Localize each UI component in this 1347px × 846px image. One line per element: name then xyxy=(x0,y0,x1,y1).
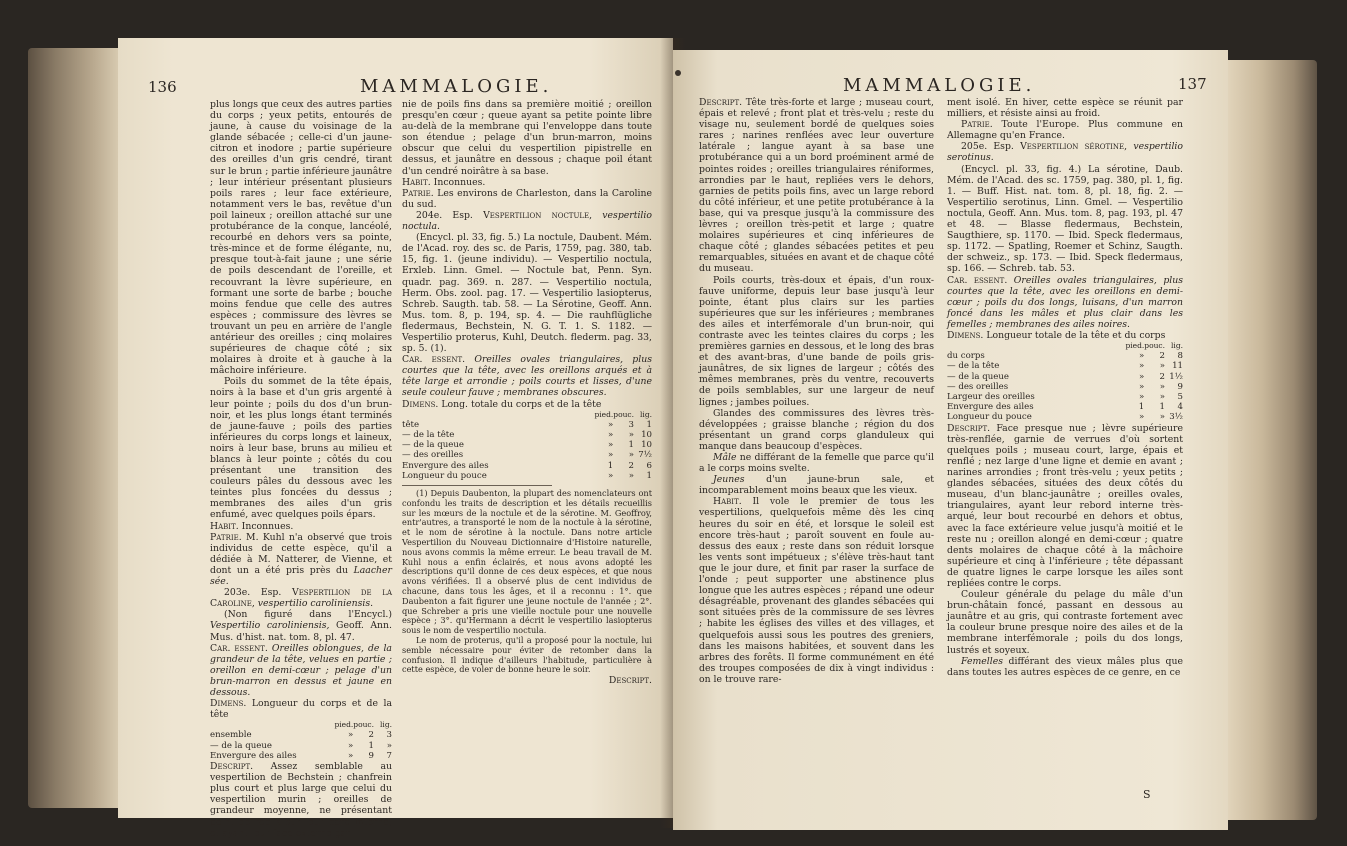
section-text: Les environs de Charleston, dans la Caroline du sud. xyxy=(402,187,652,210)
paragraph: nie de poils fins dans sa première moitié ; oreillon presqu'en cœur ; queue ayant sa petite pointe libre au-delà de la membrane qui l'enveloppe dans toute son étendue ; pelage d'un brun-marron, moins obscur que celui du vespertilion pipistrelle en dessus, et jaunâtre en dessous ; chaque poil étant d'un cendré noirâtre à sa base. xyxy=(402,99,652,177)
right-column-1 xyxy=(699,97,934,685)
table-row: ensemble » 2 3 xyxy=(210,730,392,741)
footnote: (1) Depuis Daubenton, la plupart des nomenclateurs ont confondu les traits de description et les détails recueillis sur les mœurs de la noctule et de la sérotine. M. Geoffroy, entr'autres, a transporté le nom de la noctule à la sérotine, et le nom de sérotine à la noctule. Dans notre article Vespertilion du Nouveau Dictionnaire d'Histoire naturelle, nous avons commis la même erreur. Le beau travail de M. Kuhl nous a enfin éclairés, et nous avons adopté les descriptions qu'il donne de ces deux espèces, et que nous avons vérifiées. Il a observé plus de cent individus de chacune, dans tous les âges, et il a reconnu : 1°. que Daubenton a fait figurer une jeune noctule de l'année ; 2°. que Schreber a pris une vieille noctule pour une nouvelle espèce ; 3°. qu'Hermann a décrit le vespertilio lasiopterus sous le nom de vespertilio noctula. xyxy=(402,488,652,636)
signature-mark: S xyxy=(1143,788,1151,801)
section-text: Inconnues. xyxy=(241,520,294,532)
dimensions-table xyxy=(947,341,1183,423)
unit-header: pied. xyxy=(334,720,354,730)
table-row: tête » 3 1 xyxy=(402,419,652,430)
table-row: Longueur du pouce » » 1 xyxy=(402,470,652,481)
ornament-dot xyxy=(675,70,681,76)
section-text: Oreilles ovales triangulaires, plus courtes que la tête, avec les oreillons en demi-cœur ; poils du dos longs, luisans, d'un marron foncé dans les mâles et plus clair dans les femelles ; membranes des ailes noires. xyxy=(947,274,1183,330)
section-text: Il vole le premier de tous les vespertilions, quelquefois même dès les cinq heures du soir en été, et lorsque le soleil est encore très-haut ; paroît souvent en foule au-dessus des eaux ; reste dans son réduit lorsque les vents sont impétueux ; s'élève très-haut tant que le jour dure, et finit par raser la surface de l'onde ; peut supporter une abstinence plus longue que les autres espèces ; répand une odeur désagréable, provenant des glandes sébacées qui sont situées près de la commissure de ses lèvres ; habite les églises des villes et des villages, et quelquefois aussi sous les poutres des greniers, dans les maisons habitées, et souvent dans les arbres des forêts. Il forme communément en été des troupes composées de dix à vingt individus : on le trouve rare- xyxy=(699,496,934,685)
entry-latin: vespertilio serotinus. xyxy=(947,141,1183,164)
paragraph: Couleur générale du pelage du mâle d'un brun-châtain foncé, passant en dessous au jaunâtre et au gris, qui contraste fortement avec la couleur brune presque noire des ailes et de la membrane interfémorale ; poils du dos longs, lustrés et soyeux. xyxy=(947,589,1183,656)
section-label: Descript. xyxy=(699,97,743,108)
paragraph: ne différant de la femelle que parce qu'il a le corps moins svelte. xyxy=(699,452,934,475)
table-row: — des oreilles » » 7½ xyxy=(402,450,652,461)
unit-header: pouc. xyxy=(1144,341,1165,351)
right-page xyxy=(673,50,1228,830)
reference: (Encycl. pl. 33, fig. 4.) La sérotine, Daub. Mém. de l'Acad. des sc. 1759, pag. 380, pl. 1, fig. 1. — Buff. Hist. nat. tom. 8, pl. 18, fig. 2. — Vespertilio serotinus, Linn. Gmel. — Vespertilio noctula, Geoff. Ann. Mus. tom. 8, pag. 193, pl. 47 et 48. — Blasse fledermaus, Bechstein, Saugthiere, sp. 1170. — Ibid. Speck fledermaus, sp. 1172. — Spatling, Roemer et Schinz, Saugth. der schweiz., sp. 173. — Ibid. Speck fledermaus, sp. 166. — Schreb. tab. 53. xyxy=(947,163,1183,275)
dimensions-table xyxy=(402,410,652,481)
section-text: Assez semblable au vespertilion de Bechstein ; chanfrein plus court et plus large que celui du vespertilion murin ; oreilles de grandeur moyenne, ne présentant point de replis sur leur bord interne, et ayant leur face externe gar- xyxy=(210,761,392,839)
entry-name: Vespertilion sérotine, xyxy=(1020,141,1128,153)
entry-latin: vespertilio noctula. xyxy=(402,209,652,233)
term: Mâle xyxy=(713,452,737,463)
section-text: Longueur du corps et de la tête xyxy=(210,698,392,721)
table-row: — de la tête » » 10 xyxy=(402,430,652,441)
paragraph: Poils courts, très-doux et épais, d'un roux-fauve uniforme, depuis leur base jusqu'à leur pointe, étant plus clairs sur les parties supérieures que sur les inférieures ; membranes des ailes et interfémorale d'un brun-noir, qui contraste avec les teintes claires du corps ; les premières garnies en dessous, et le long des bras et des avant-bras, d'une bande de poils gris-jaunâtres, de six lignes de largeur ; côtés des mêmes membranes, près du ventre, recouverts de poils semblables, sur une largeur de neuf lignes ; jambes poilues. xyxy=(699,274,934,408)
left-page xyxy=(118,38,673,839)
running-head: MAMMALOGIE. xyxy=(360,76,553,97)
paragraph: d'un jaune-brun sale, et incomparablement moins beaux que les vieux. xyxy=(699,474,934,497)
table-row: du corps » 2 8 xyxy=(947,351,1183,362)
reference: (Non figuré dans l'Encycl.) xyxy=(224,609,392,621)
section-label: Car. essent. xyxy=(402,354,466,366)
table-row: — de la queue » 1 » xyxy=(210,740,392,751)
footnote: Le nom de proterus, qu'il a proposé pour la noctule, lui semble nécessaire pour éviter de retomber dans la confusion. Il indique d'ailleurs l'habitude, particulière à cette espèce, de voler de bonne heure le soir. xyxy=(402,635,652,675)
section-label: Habit. xyxy=(713,496,742,508)
section-label: Car. essent. xyxy=(210,642,268,654)
table-row: Longueur du pouce » » 3½ xyxy=(947,412,1183,423)
table-row: Largeur des oreilles » » 5 xyxy=(947,392,1183,403)
place-name: Laacher sée. xyxy=(210,564,392,588)
paragraph: ment isolé. En hiver, cette espèce se réunit par milliers, et résiste ainsi au froid. xyxy=(947,97,1183,120)
catchword: Descript. xyxy=(608,675,652,687)
section-label: Patrie. xyxy=(961,119,993,131)
section-label: Car. essent. xyxy=(947,274,1008,286)
paragraph: plus longs que ceux des autres parties du corps ; yeux petits, entourés de jaune, à cause du voisinage de la glande sébacée ; celle-ci d'un jaune-citron et inodore ; partie supérieure des oreilles d'un gris cendré, tirant sur le brun ; partie inférieure jaunâtre ; leur intérieur présentant plusieurs poils rares ; leur face extérieure, notamment vers le bas, revêtue d'un poil laineux ; oreillon attaché sur une protubérance de la conque, lancéolé, recourbé en dehors vers sa pointe, très-mince et de forme élégante, nu, presque tout-à-fait jaune ; une série de poils descendant de l'oreille, et recouvrant la lèvre supérieure, en formant une sorte de barbe ; bouche moins fendue que celle des autres espèces ; commissure des lèvres se trouvant un peu en arrière de l'angle antérieur des oreilles ; cinq molaires supérieures de chaque côté ; six molaires à droite et à gauche à la mâchoire inférieure. xyxy=(210,99,392,377)
footnote-rule xyxy=(402,485,552,486)
section-label: Habit. xyxy=(210,520,239,532)
unit-header: pied. xyxy=(594,409,614,419)
section-text: M. Kuhl n'a observé que trois individus de cette espèce, qu'il a dédiée à M. Natterer, de Vienne, et dont un a été pris près du xyxy=(210,531,392,576)
dimensions-table xyxy=(210,720,392,761)
left-column-2 xyxy=(402,99,652,686)
section-label: Descript. xyxy=(947,422,991,434)
page-number: 136 xyxy=(148,78,177,96)
table-row: — de la queue » 2 1½ xyxy=(947,371,1183,382)
section-label: Descript. xyxy=(210,761,254,773)
section-text: Toute l'Europe. Plus commune en Allemagne qu'en France. xyxy=(947,119,1183,142)
table-row: — des oreilles » » 9 xyxy=(947,381,1183,392)
reference-latin: Vespertilio caroliniensis, xyxy=(210,620,330,632)
term: Femelles xyxy=(961,655,1003,667)
section-text: Longueur totale de la tête et du corps xyxy=(986,329,1166,341)
unit-header: pouc. xyxy=(613,409,634,419)
running-head: MAMMALOGIE. xyxy=(843,75,1036,96)
entry-name: Vespertilion de la Caroline, xyxy=(210,587,393,610)
right-page-edges xyxy=(1225,60,1317,820)
section-label: Habit. xyxy=(402,176,431,188)
left-column-1 xyxy=(210,99,392,839)
unit-header: pouc. xyxy=(353,720,374,730)
section-label: Dimens. xyxy=(947,329,984,341)
section-text: Face presque nue ; lèvre supérieure très-renflée, garnie de verrues d'où sortent quelques poils ; museau court, large, épais et renflé ; nez large d'une ligne et demie en avant ; narines arrondies ; front très-velu ; yeux petits ; glandes sébacées, situées des deux côtés du museau, d'un blanc-jaunâtre ; oreilles ovales, triangulaires, ayant leur rebord interne très-arqué, leur bout recourbé en dehors et obtus, avec la face extérieure velue jusqu'à moitié et le reste nu ; oreillon alongé en demi-cœur ; quatre dents molaires de chaque côté à la mâchoire supérieure et cinq à l'inférieure ; tête dépassant de quatre lignes le carpe lorsque les ailes sont repliées contre le corps. xyxy=(947,422,1183,589)
section-text: Tête très-forte et large ; museau court, épais et relevé ; front plat et très-velu ; reste du visage nu, seulement bordé de quelques soies rares ; narines renflées avec leur ouverture latérale ; langue ayant à sa base une protubérance qui a un bord proéminent armé de pointes roides ; oreilles triangulaires réniformes, arrondies par le haut, repliées vers le dehors, garnies de petits poils fins, avec un large rebord du côté inférieur, et une petite protubérance à la base, qui va presque jusqu'à la commissure des lèvres ; oreillon très-petit et large ; quatre molaires supérieures et cinq inférieures de chaque côté ; glandes sébacées petites et peu remarquables, situées en avant et de chaque côté du museau. xyxy=(699,97,934,275)
table-row: Envergure des ailes 1 2 6 xyxy=(402,460,652,471)
unit-header: lig. xyxy=(640,409,652,419)
section-label: Patrie. xyxy=(210,531,242,543)
section-text: Long. totale du corps et de la tête xyxy=(441,398,602,410)
section-text: Inconnues. xyxy=(433,176,486,188)
reference: (Encycl. pl. 33, fig. 5.) La noctule, Daubent. Mém. de l'Acad. roy. des sc. de Paris, 1759, pag. 380, tab. 15, fig. 1. (jeune individu). — Vespertilio noctula, Erxleb. Linn. Gmel. — Noctule bat, Penn. Syn. quadr. pag. 369. n. 287. — Vespertilio noctula, Herm. Obs. zool. pag. 17. — Vespertilio lasiopterus, Schreb. Saugth. tab. 58. — La Sérotine, Geoff. Ann. Mus. tom. 8, p. 194, sp. 4. — Die rauhflügliche fledermaus, Bechstein, N. G. T. 1. S. 1182. — Vespertilio proterus, Kuhl, Deutch. flederm. pag. 33, sp. 5. (1). xyxy=(402,232,652,355)
table-row: Envergure des ailes » 9 7 xyxy=(210,750,392,761)
table-row: — de la queue » 1 10 xyxy=(402,440,652,451)
right-column-2 xyxy=(947,97,1183,678)
paragraph: différant des vieux mâles plus que dans toutes les autres espèces de ce genre, en ce xyxy=(947,655,1183,678)
unit-header: lig. xyxy=(1171,341,1183,351)
reference: Geoff. Ann. Mus. d'hist. nat. tom. 8, pl. 47. xyxy=(210,620,392,643)
entry-name: Vespertilion noctule, xyxy=(483,209,593,221)
section-label: Patrie. xyxy=(402,187,434,199)
table-row: — de la tête » » 11 xyxy=(947,361,1183,372)
left-page-edges xyxy=(28,48,120,808)
paragraph: Poils du sommet de la tête épais, noirs à la base et d'un gris argenté à leur pointe ; poils du dos d'un brun-noir, et les plus longs étant terminés de jaune-fauve ; poils des parties inférieures du corps longs et laineux, noirs à leur base, bruns au milieu et blancs à leur pointe ; côtés du cou présentant une transition des couleurs pâles du dessous avec les teintes plus foncées du dessus ; membranes des ailes d'un gris enfumé, avec quelques poils épars. xyxy=(210,376,392,521)
page-number: 137 xyxy=(1178,75,1207,93)
unit-header: pied. xyxy=(1125,341,1145,351)
term: Jeunes xyxy=(713,474,745,486)
section-label: Dimens. xyxy=(210,698,247,710)
section-label: Dimens. xyxy=(402,398,439,410)
entry-number: 203e. Esp. xyxy=(224,587,282,599)
entry-number: 204e. Esp. xyxy=(416,209,473,221)
entry-number: 205e. Esp. xyxy=(961,141,1014,153)
unit-header: lig. xyxy=(380,720,392,730)
section-text: Oreilles oblongues, de la grandeur de la tête, velues en partie ; oreillon en demi-cœur ; pelage d'un brun-marron en dessus et jaune en dessous. xyxy=(210,642,392,698)
table-row: Envergure des ailes 1 1 4 xyxy=(947,402,1183,413)
section-text: Oreilles ovales triangulaires, plus courtes que la tête, avec les oreillons arqués et à tête large et arrondie ; poils courts et lisses, d'une seule couleur fauve ; membranes obscures. xyxy=(402,354,652,399)
paragraph: Glandes des commissures des lèvres très-développées ; graisse blanche ; région du dos présentant un grand corps glanduleux qui manque dans beaucoup d'espèces. xyxy=(699,407,934,452)
entry-latin: vespertilio caroliniensis. xyxy=(257,598,374,610)
